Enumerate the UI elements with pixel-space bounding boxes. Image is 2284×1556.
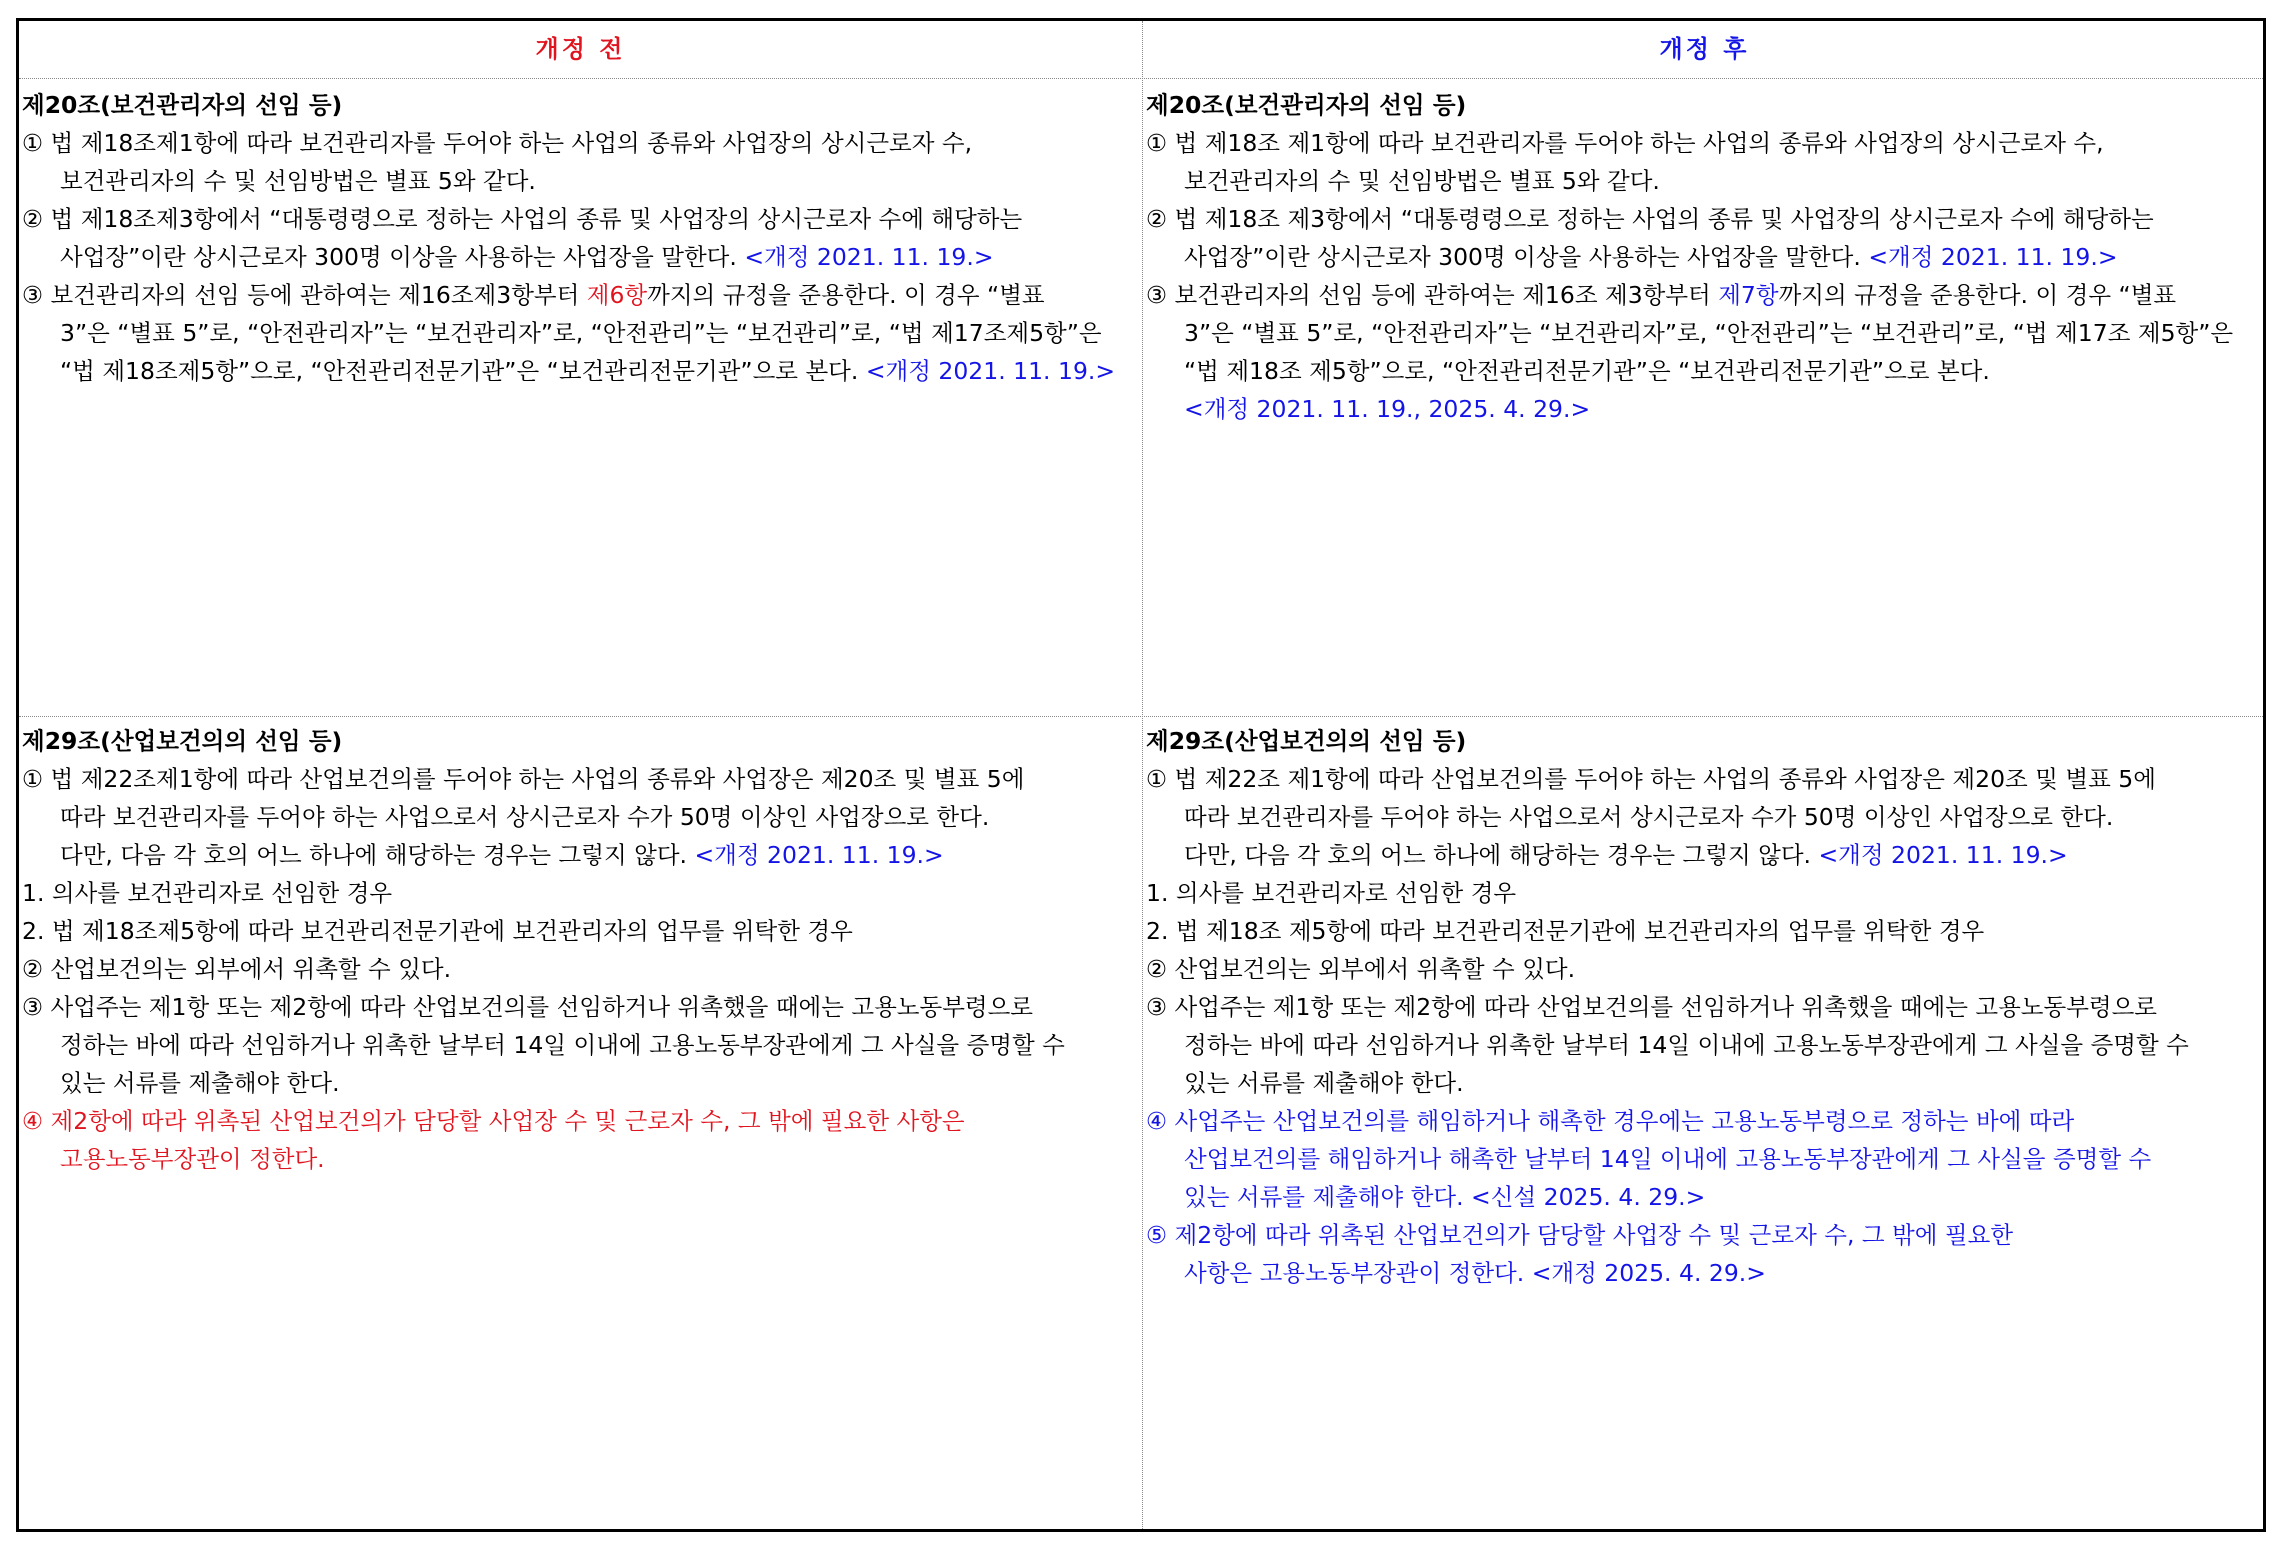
before-article-20 [22, 86, 1122, 390]
paragraph-1-cont: 보건관리자의 수 및 선임방법은 별표 5와 같다. [60, 167, 536, 195]
paragraph-1-text: 다만, 다음 각 호의 어느 하나에 해당하는 경우는 그렇지 않다. [60, 841, 687, 869]
list-item-2: 2. 법 제18조제5항에 따라 보건관리전문기관에 보건관리자의 업무를 위탁한 경우 [22, 917, 853, 945]
list-item-2: 2. 법 제18조 제5항에 따라 보건관리전문기관에 보건관리자의 업무를 위탁한 경우 [1146, 917, 1985, 945]
paragraph-4-new-cont-2: 있는 서류를 제출해야 한다. <신설 2025. 4. 29.> [1184, 1183, 1706, 1211]
paragraph-1: ① 법 제18조제1항에 따라 보건관리자를 두어야 하는 사업의 종류와 사업장의 상시근로자 수, [22, 129, 973, 157]
paragraph-1-cont: 보건관리자의 수 및 선임방법은 별표 5와 같다. [1184, 167, 1660, 195]
article-title: 제29조(산업보건의의 선임 등) [1146, 727, 1467, 755]
paragraph-3-cont-2: 있는 서류를 제출해야 한다. [1184, 1069, 1464, 1097]
paragraph-3-cont-2: “법 제18조 제5항”으로, “안전관리전문기관”은 “보건관리전문기관”으로 본다. [1184, 357, 1990, 385]
paragraph-2-cont [1146, 238, 2246, 276]
list-item-1: 1. 의사를 보건관리자로 선임한 경우 [1146, 879, 1517, 907]
row-divider [19, 716, 2263, 717]
paragraph-2-text: 사업장”이란 상시근로자 300명 이상을 사용하는 사업장을 말한다. [60, 243, 737, 271]
paragraph-1-cont-2 [22, 836, 1122, 874]
after-article-29 [1146, 722, 2246, 1292]
amendment-note: <개정 2021. 11. 19., 2025. 4. 29.> [1184, 395, 1591, 423]
paragraph-2: ② 산업보건의는 외부에서 위촉할 수 있다. [22, 955, 452, 983]
paragraph-2-text: 사업장”이란 상시근로자 300명 이상을 사용하는 사업장을 말한다. [1184, 243, 1861, 271]
paragraph-3: ③ 사업주는 제1항 또는 제2항에 따라 산업보건의를 선임하거나 위촉했을 때에는 고용노동부령으로 [22, 993, 1034, 1021]
amendment-note: <개정 2021. 11. 19.> [1818, 841, 2068, 869]
paragraph-2: ② 법 제18조 제3항에서 “대통령령으로 정하는 사업의 종류 및 사업장의 상시근로자 수에 해당하는 [1146, 205, 2154, 233]
paragraph-3-cont: 3”은 “별표 5”로, “안전관리자”는 “보건관리자”로, “안전관리”는 “보건관리”로, “법 제17조제5항”은 [60, 319, 1102, 347]
changed-text: 제6항 [586, 281, 648, 309]
paragraph-2-cont [22, 238, 1122, 276]
article-title: 제20조(보건관리자의 선임 등) [1146, 91, 1467, 119]
paragraph-1: ① 법 제18조 제1항에 따라 보건관리자를 두어야 하는 사업의 종류와 사업장의 상시근로자 수, [1146, 129, 2104, 157]
header-before: 개정 전 [535, 35, 626, 63]
column-divider [1142, 21, 1143, 1529]
paragraph-1: ① 법 제22조 제1항에 따라 산업보건의를 두어야 하는 사업의 종류와 사업장은 제20조 및 별표 5에 [1146, 765, 2156, 793]
header-after: 개정 후 [1659, 35, 1750, 63]
paragraph-5-cont: 사항은 고용노동부장관이 정한다. <개정 2025. 4. 29.> [1184, 1259, 1766, 1287]
amendment-note: <개정 2021. 11. 19.> [1868, 243, 2118, 271]
paragraph-4-new-cont: 산업보건의를 해임하거나 해촉한 날부터 14일 이내에 고용노동부장관에게 그 사실을 증명할 수 [1184, 1145, 2152, 1173]
paragraph-5: ⑤ 제2항에 따라 위촉된 산업보건의가 담당할 사업장 수 및 근로자 수, 그 밖에 필요한 [1146, 1221, 2014, 1249]
header-divider [19, 78, 2263, 79]
paragraph-2: ② 산업보건의는 외부에서 위촉할 수 있다. [1146, 955, 1576, 983]
paragraph-1: ① 법 제22조제1항에 따라 산업보건의를 두어야 하는 사업의 종류와 사업장은 제20조 및 별표 5에 [22, 765, 1025, 793]
before-article-29 [22, 722, 1122, 1178]
article-title: 제29조(산업보건의의 선임 등) [22, 727, 343, 755]
list-item-1: 1. 의사를 보건관리자로 선임한 경우 [22, 879, 393, 907]
paragraph-3: ③ 사업주는 제1항 또는 제2항에 따라 산업보건의를 선임하거나 위촉했을 때에는 고용노동부령으로 [1146, 993, 2158, 1021]
paragraph-3-text: ③ 보건관리자의 선임 등에 관하여는 제16조제3항부터 [22, 281, 587, 309]
paragraph-4-deleted: ④ 제2항에 따라 위촉된 산업보건의가 담당할 사업장 수 및 근로자 수, 그 밖에 필요한 사항은 [22, 1107, 965, 1135]
paragraph-3-text-2: “법 제18조제5항”으로, “안전관리전문기관”은 “보건관리전문기관”으로 본다. [60, 357, 859, 385]
paragraph-3-text-end: 까지의 규정을 준용한다. 이 경우 “별표 [1778, 281, 2177, 309]
paragraph-3-text: ③ 보건관리자의 선임 등에 관하여는 제16조 제3항부터 [1146, 281, 1719, 309]
paragraph-1-cont: 따라 보건관리자를 두어야 하는 사업으로서 상시근로자 수가 50명 이상인 사업장으로 한다. [1184, 803, 2114, 831]
article-title: 제20조(보건관리자의 선임 등) [22, 91, 343, 119]
paragraph-3-cont-2: 있는 서류를 제출해야 한다. [60, 1069, 340, 1097]
paragraph-3-cont: 정하는 바에 따라 선임하거나 위촉한 날부터 14일 이내에 고용노동부장관에게 그 사실을 증명할 수 [60, 1031, 1065, 1059]
paragraph-2: ② 법 제18조제3항에서 “대통령령으로 정하는 사업의 종류 및 사업장의 상시근로자 수에 해당하는 [22, 205, 1023, 233]
paragraph-3-cont-2 [22, 352, 1122, 390]
paragraph-4-new: ④ 사업주는 산업보건의를 해임하거나 해촉한 경우에는 고용노동부령으로 정하는 바에 따라 [1146, 1107, 2075, 1135]
paragraph-3-text-end: 까지의 규정을 준용한다. 이 경우 “별표 [647, 281, 1045, 309]
paragraph-1-cont-2 [1146, 836, 2246, 874]
changed-text: 제7항 [1718, 281, 1779, 309]
paragraph-1-cont: 따라 보건관리자를 두어야 하는 사업으로서 상시근로자 수가 50명 이상인 사업장으로 한다. [60, 803, 990, 831]
paragraph-3-cont: 정하는 바에 따라 선임하거나 위촉한 날부터 14일 이내에 고용노동부장관에게 그 사실을 증명할 수 [1184, 1031, 2189, 1059]
after-article-20 [1146, 86, 2246, 428]
amendment-note: <개정 2021. 11. 19.> [744, 243, 994, 271]
paragraph-3 [22, 276, 1122, 314]
amendment-note: <개정 2021. 11. 19.> [865, 357, 1116, 385]
paragraph-3-cont: 3”은 “별표 5”로, “안전관리자”는 “보건관리자”로, “안전관리”는 “보건관리”로, “법 제17조 제5항”은 [1184, 319, 2234, 347]
paragraph-3 [1146, 276, 2246, 314]
amendment-note: <개정 2021. 11. 19.> [694, 841, 944, 869]
paragraph-1-text: 다만, 다음 각 호의 어느 하나에 해당하는 경우는 그렇지 않다. [1184, 841, 1811, 869]
paragraph-4-deleted-cont: 고용노동부장관이 정한다. [60, 1145, 325, 1173]
